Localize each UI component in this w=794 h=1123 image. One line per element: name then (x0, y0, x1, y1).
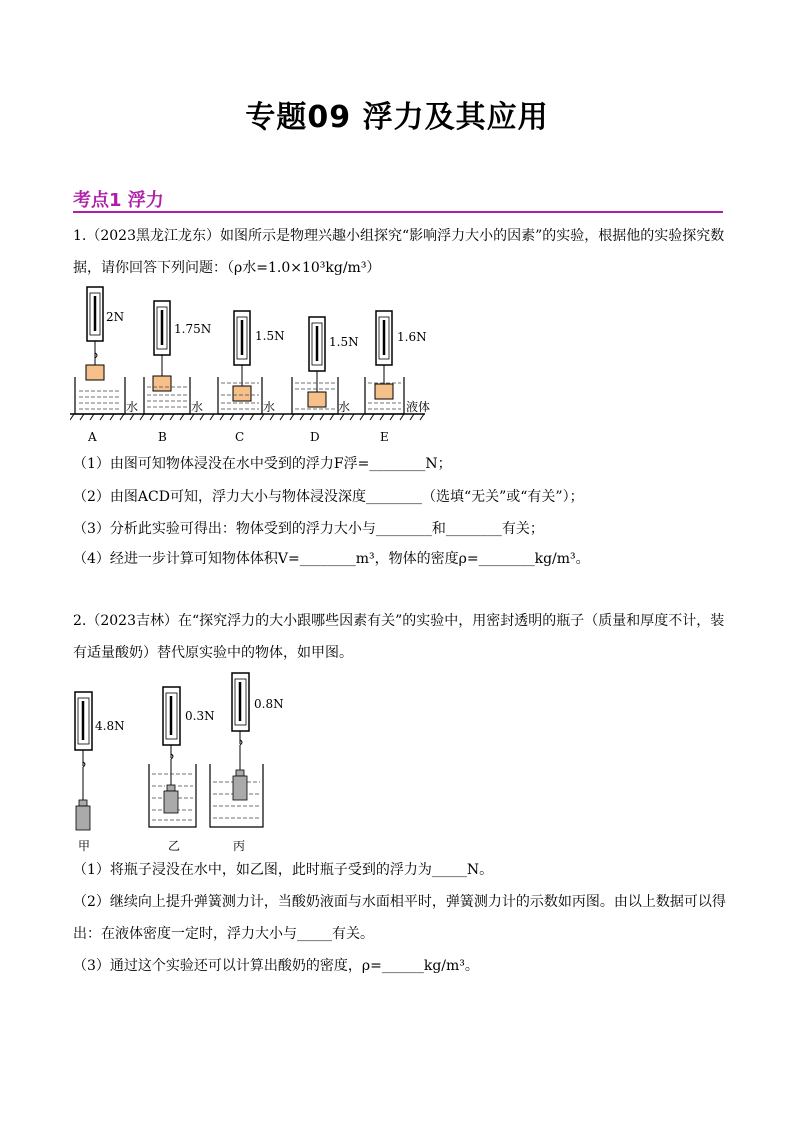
setup-e (365, 311, 430, 444)
q2-figure (70, 670, 310, 855)
label-a: A (88, 430, 97, 444)
setup-b (144, 301, 211, 444)
bench-hatching (70, 414, 424, 420)
liquid-c: 水 (263, 400, 276, 414)
q2-part1: （1）将瓶子浸没在水中，如乙图，此时瓶子受到的浮力为_____N。 (73, 862, 494, 878)
liquid-a: 水 (126, 400, 139, 414)
liquid-b: 水 (191, 400, 204, 414)
reading-bing: 0.8N (254, 697, 284, 711)
q2-stem-line2: 有适量酸奶）替代原实验中的物体，如甲图。 (73, 645, 353, 661)
setup-c (218, 311, 285, 444)
reading-e: 1.6N (397, 330, 427, 344)
setup-d (292, 317, 359, 444)
reading-c: 1.5N (255, 329, 285, 343)
setup-bing (210, 673, 284, 853)
beaker (75, 377, 125, 414)
q2-stem-line1: 2.（2023吉林）在“探究浮力的大小跟哪些因素有关”的实验中，用密封透明的瓶子（质量和厚度不计，装 (73, 613, 725, 629)
section-underline (73, 211, 723, 213)
block (86, 365, 104, 380)
reading-yi: 0.3N (185, 709, 215, 723)
q1-part1: （1）由图可知物体浸没在水中受到的浮力F浮=________N； (73, 456, 452, 472)
section-heading: 考点1 浮力 (73, 190, 164, 211)
reading-b: 1.75N (174, 322, 212, 336)
label-yi: 乙 (168, 839, 181, 853)
label-b: B (158, 430, 167, 444)
label-d: D (310, 430, 320, 444)
q1-part3: （3）分析此实验可得出：物体受到的浮力大小与________和________有关； (73, 521, 544, 537)
reading-jia: 4.8N (95, 719, 125, 733)
label-jia: 甲 (78, 839, 91, 853)
q1-figure (70, 283, 440, 448)
q1-stem-line2: 据，请你回答下列问题：（ρ水=1.0×10³kg/m³） (73, 260, 381, 276)
q2-part3: （3）通过这个实验还可以计算出酸奶的密度，ρ=______kg/m³。 (73, 958, 479, 974)
q1-stem-line1: 1.（2023黑龙江龙东）如图所示是物理兴趣小组探究“影响浮力大小的因素”的实验，根据他的实验探究数 (73, 228, 725, 244)
q2-part2-line1: （2）继续向上提升弹簧测力计，当酸奶液面与水面相平时，弹簧测力计的示数如丙图。由以上数据可以得 (73, 894, 726, 910)
setup-yi (149, 687, 215, 853)
setup-jia (75, 692, 125, 853)
reading-d: 1.5N (329, 335, 359, 349)
reading-a: 2N (106, 310, 125, 324)
label-e: E (380, 430, 389, 444)
bottle (76, 806, 90, 830)
page-title: 专题09 浮力及其应用 (245, 100, 549, 135)
q2-part2-line2: 出：在液体密度一定时，浮力大小与_____有关。 (73, 926, 374, 942)
q1-part4: （4）经进一步计算可知物体体积V=________m³，物体的密度ρ=________kg/m³。 (73, 551, 590, 567)
liquid-d: 水 (338, 400, 351, 414)
setup-a (75, 287, 138, 444)
q1-part2: （2）由图ACD可知，浮力大小与物体浸没深度________（选填“无关”或“有关”）； (73, 489, 584, 505)
label-bing: 丙 (233, 839, 246, 853)
liquid-e: 液体 (406, 400, 431, 414)
label-c: C (235, 430, 245, 444)
